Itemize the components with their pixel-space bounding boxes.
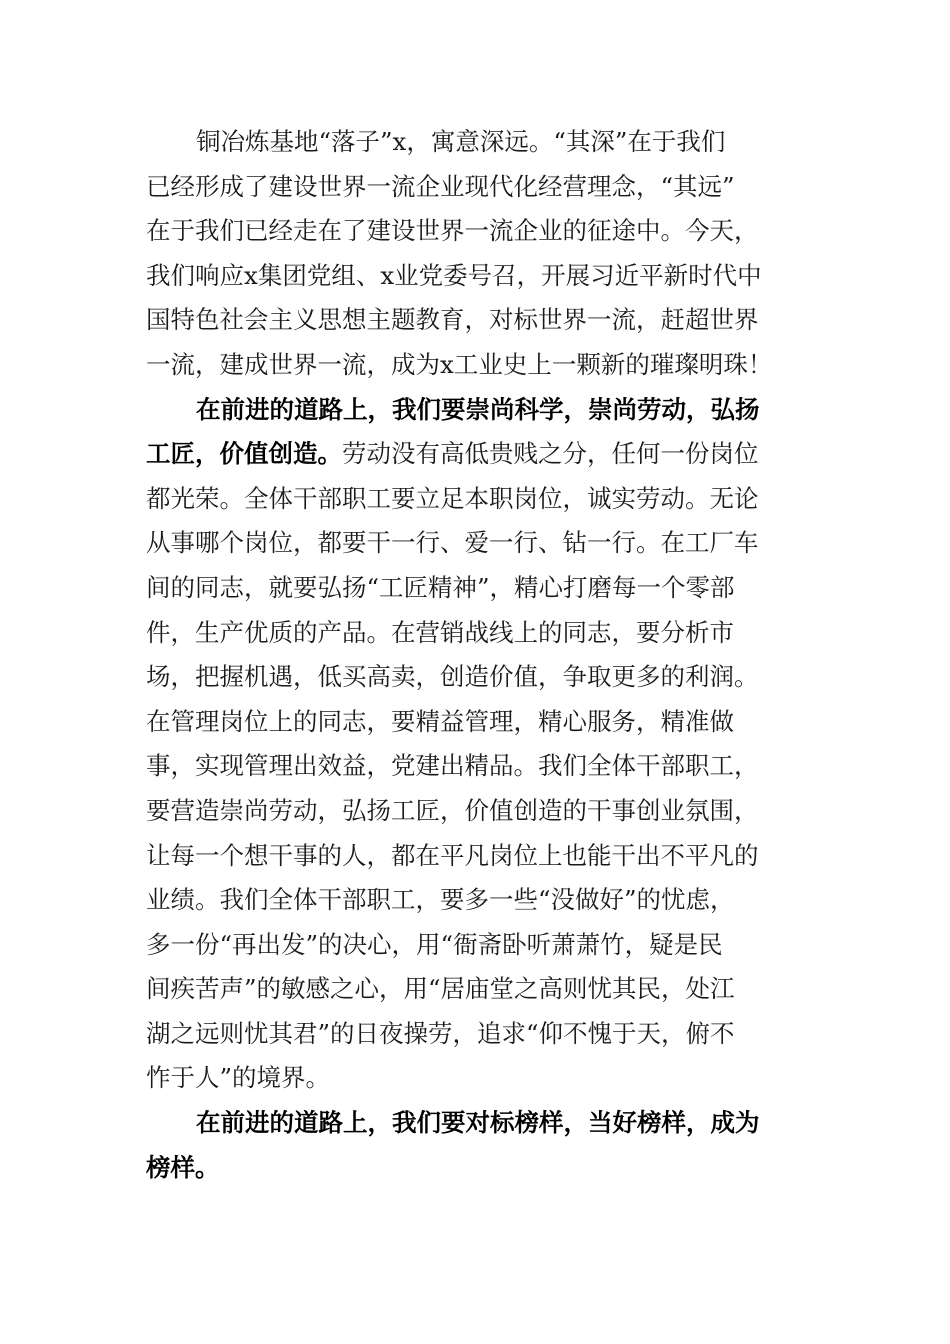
paragraph-3: [146, 1101, 806, 1190]
text-line: 已经形成了建设世界一流企业现代化经营理念，“其远”: [146, 171, 735, 201]
paragraph-2: [146, 388, 806, 1102]
text-line: 要营造崇尚劳动，弘扬工匠，价值创造的干事创业氛围，: [146, 795, 759, 825]
text-line: 事，实现管理出效益，党建出精品。我们全体干部职工，: [146, 751, 759, 781]
text-line: 湖之远则忧其君”的日夜操劳，追求“仰不愧于天，俯不: [146, 1018, 735, 1048]
section-heading-line: 榜样。: [146, 1152, 220, 1182]
document-page: [146, 120, 806, 1190]
section-heading-line: 在前进的道路上，我们要对标榜样，当好榜样，成为: [196, 1108, 760, 1138]
paragraph-1: [146, 120, 806, 388]
text-line: 间的同志，就要弘扬“工匠精神”，精心打磨每一个零部: [146, 572, 735, 602]
text-line: 件，生产优质的产品。在营销战线上的同志，要分析市: [146, 617, 734, 647]
text-line: 从事哪个岗位，都要干一行、爱一行、钻一行。在工厂车: [146, 528, 759, 558]
text-line: [146, 432, 806, 477]
text-line: 间疾苦声”的敏感之心，用“居庙堂之高则忧其民，处江: [146, 974, 735, 1004]
text-line: 我们响应x集团党组、x业党委号召，开展习近平新时代中: [146, 260, 762, 290]
text-line: 场，把握机遇，低买高卖，创造价值，争取更多的利润。: [146, 662, 759, 692]
text-line: 国特色社会主义思想主题教育，对标世界一流，赶超世界: [146, 305, 759, 335]
text-line: 让每一个想干事的人，都在平凡岗位上也能干出不平凡的: [146, 840, 759, 870]
text-line: 怍于人”的境界。: [146, 1063, 331, 1093]
text-line: 一流，建成世界一流，成为x工业史上一颗新的璀璨明珠！: [146, 349, 773, 379]
text-line: 都光荣。全体干部职工要立足本职岗位，诚实劳动。无论: [146, 483, 759, 513]
text-line: 业绩。我们全体干部职工，要多一些“没做好”的忧虑，: [146, 885, 735, 915]
section-heading-line: 在前进的道路上，我们要崇尚科学，崇尚劳动，弘扬: [196, 394, 760, 424]
text-line: 多一份“再出发”的决心，用“衙斋卧听萧萧竹，疑是民: [146, 929, 723, 959]
text-line: 铜冶炼基地“落子”x，寓意深远。“其深”在于我们: [196, 127, 726, 156]
text-line: 在于我们已经走在了建设世界一流企业的征途中。今天，: [146, 216, 759, 246]
section-heading-tail: 工匠，价值创造。: [146, 439, 342, 469]
text-line: 在管理岗位上的同志，要精益管理，精心服务，精准做: [146, 706, 734, 736]
body-text: 劳动没有高低贵贱之分，任何一份岗位: [342, 439, 759, 469]
